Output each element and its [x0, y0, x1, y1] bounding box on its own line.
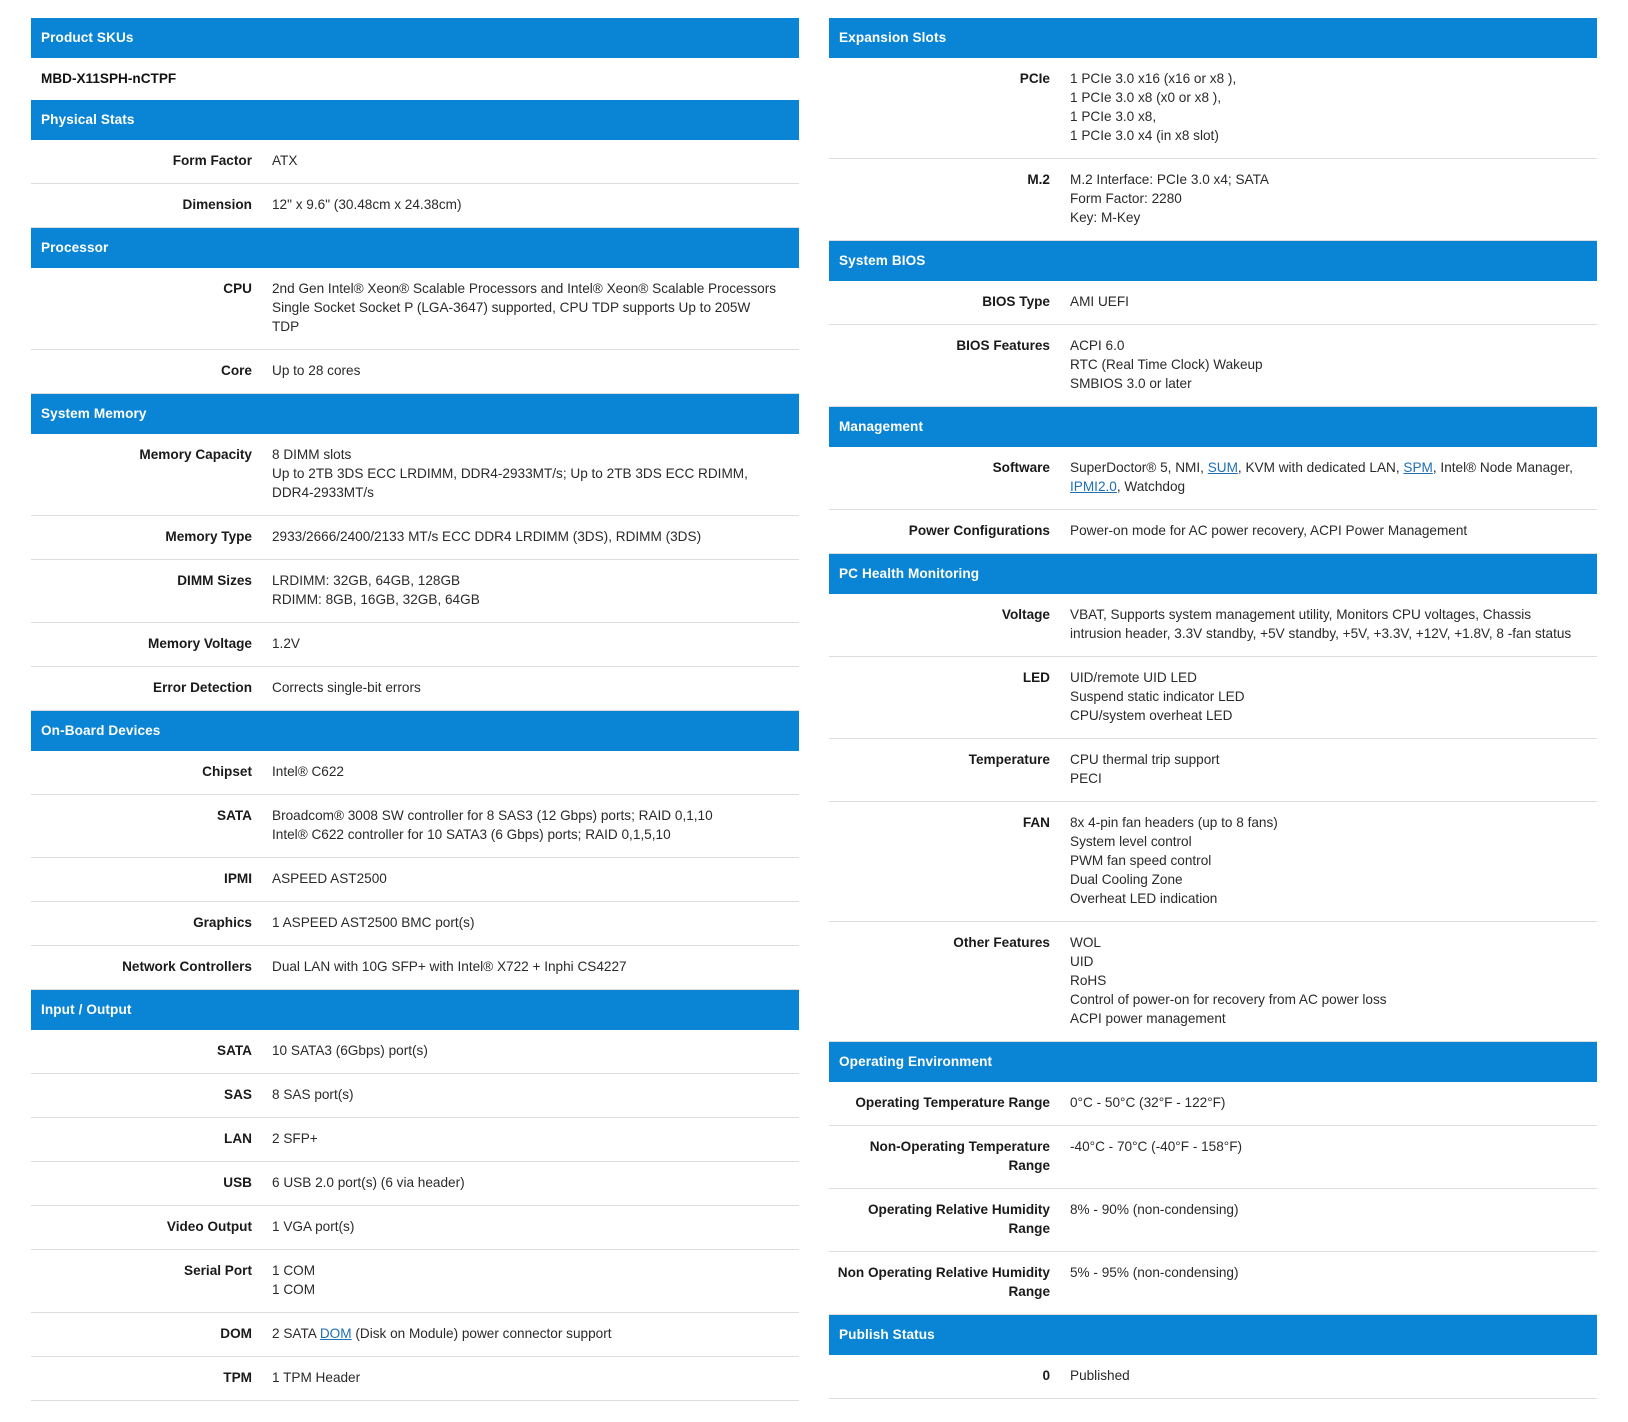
spec-row-non-operating-relative-humidity-range	[829, 1252, 1597, 1315]
spec-row-sas	[31, 1074, 799, 1118]
spec-row-network-controllers	[31, 946, 799, 990]
spec-value-line: M.2 Interface: PCIe 3.0 x4; SATA	[1070, 172, 1269, 187]
spec-row-software	[829, 447, 1597, 510]
spec-value-line	[1070, 458, 1575, 496]
spec-value-line: Control of power-on for recovery from AC power loss	[1070, 992, 1387, 1007]
spec-value-line: 8 DIMM slots	[272, 447, 352, 462]
spec-value-line: System level control	[1070, 834, 1192, 849]
spec-label: Other Features	[953, 935, 1050, 950]
spec-value-line: Published	[1070, 1368, 1130, 1383]
spec-row-memory-type	[31, 516, 799, 560]
spec-label: Voltage	[1001, 607, 1050, 622]
spec-value	[252, 1085, 799, 1104]
spec-value-text: , Watchdog	[1116, 479, 1186, 494]
spec-row-memory-capacity	[31, 434, 799, 516]
spec-value-line: CPU thermal trip support	[1070, 752, 1220, 767]
spec-value-text: , KVM with dedicated LAN,	[1237, 460, 1404, 475]
spec-label: FAN	[1022, 815, 1050, 830]
spec-value	[1050, 170, 1597, 227]
spec-value-line: Dual Cooling Zone	[1070, 872, 1183, 887]
spec-value	[252, 195, 799, 214]
section-header-io: Input / Output	[31, 990, 799, 1030]
spec-row-cpu	[31, 268, 799, 350]
spec-label: IPMI	[224, 871, 252, 886]
spec-value	[1050, 521, 1597, 540]
spec-value	[252, 1324, 799, 1343]
spec-label: Chipset	[202, 764, 252, 779]
spec-value	[1050, 458, 1597, 496]
spec-value-line: WOL	[1070, 935, 1101, 950]
spec-value	[252, 361, 799, 380]
spec-value	[252, 445, 799, 502]
spec-row-dimension	[31, 184, 799, 228]
spec-row-0	[829, 1355, 1597, 1399]
spec-label: TPM	[223, 1370, 252, 1385]
spec-label: 0	[1042, 1368, 1050, 1383]
product-sku: MBD-X11SPH-nCTPF	[41, 71, 177, 86]
spec-label: BIOS Features	[956, 338, 1050, 353]
spec-value-line: Intel® C622	[272, 764, 344, 779]
spec-value	[252, 678, 799, 697]
spec-value-text: SuperDoctor® 5, NMI,	[1070, 460, 1208, 475]
spec-label: SATA	[217, 1043, 252, 1058]
spec-label: LED	[1022, 670, 1050, 685]
spec-label: SATA	[217, 808, 252, 823]
spec-row-temperature	[829, 739, 1597, 802]
spec-value	[252, 1217, 799, 1236]
spec-value-line: ASPEED AST2500	[272, 871, 387, 886]
spec-value-line: RTC (Real Time Clock) Wakeup	[1070, 357, 1263, 372]
spec-value	[252, 1173, 799, 1192]
spec-value-line: AMI UEFI	[1070, 294, 1129, 309]
spec-label: Non-Operating Temperature Range	[869, 1139, 1050, 1173]
spec-value-line: RoHS	[1070, 973, 1107, 988]
spec-label: Software	[992, 460, 1050, 475]
spec-value-line: Corrects single-bit errors	[272, 680, 421, 695]
link-spm[interactable]: SPM	[1403, 460, 1433, 475]
spec-value-line: SMBIOS 3.0 or later	[1070, 376, 1192, 391]
spec-value-line: ACPI power management	[1070, 1011, 1226, 1026]
spec-value-line: Overheat LED indication	[1070, 891, 1218, 906]
spec-row-pcie	[829, 58, 1597, 159]
spec-label: Memory Voltage	[148, 636, 252, 651]
spec-row-voltage	[829, 594, 1597, 657]
spec-row-chipset	[31, 751, 799, 795]
spec-row-led	[829, 657, 1597, 739]
spec-value-line: UID/remote UID LED	[1070, 670, 1197, 685]
spec-label: LAN	[224, 1131, 252, 1146]
link-sum[interactable]: SUM	[1207, 460, 1238, 475]
spec-row-serial-port	[31, 1250, 799, 1313]
spec-value	[1050, 1200, 1597, 1238]
spec-value-line: 1 PCIe 3.0 x16 (x16 or x8 ),	[1070, 71, 1237, 86]
spec-row-bios-features	[829, 325, 1597, 407]
spec-column-left	[31, 18, 799, 1401]
spec-value-line: 1 ASPEED AST2500 BMC port(s)	[272, 915, 475, 930]
link-ipmi2-0[interactable]: IPMI2.0	[1070, 479, 1117, 494]
spec-row-memory-voltage	[31, 623, 799, 667]
spec-label: CPU	[223, 281, 252, 296]
spec-value	[252, 957, 799, 976]
spec-value-line: 12" x 9.6" (30.48cm x 24.38cm)	[272, 197, 462, 212]
spec-label: Temperature	[968, 752, 1050, 767]
spec-value-line: Key: M-Key	[1070, 210, 1141, 225]
spec-value	[1050, 750, 1597, 788]
spec-value-line: LRDIMM: 32GB, 64GB, 128GB	[272, 573, 461, 588]
section-header-management: Management	[829, 407, 1597, 447]
spec-label: Power Configurations	[908, 523, 1050, 538]
spec-value-line: -40°C - 70°C (-40°F - 158°F)	[1070, 1139, 1243, 1154]
spec-value-line: ACPI 6.0	[1070, 338, 1125, 353]
spec-value	[252, 913, 799, 932]
spec-row-dom	[31, 1313, 799, 1357]
spec-value-line: 8 SAS port(s)	[272, 1087, 354, 1102]
spec-value	[252, 762, 799, 781]
spec-value-line: 1 VGA port(s)	[272, 1219, 355, 1234]
spec-value	[252, 527, 799, 546]
spec-row-core	[31, 350, 799, 394]
spec-value-line: PWM fan speed control	[1070, 853, 1212, 868]
spec-row-error-detection	[31, 667, 799, 711]
spec-label: Operating Relative Humidity Range	[867, 1202, 1050, 1236]
spec-label: Non Operating Relative Humidity Range	[837, 1265, 1050, 1299]
spec-value	[252, 1368, 799, 1387]
spec-value-line: 1 COM	[272, 1263, 316, 1278]
spec-value-line: 2nd Gen Intel® Xeon® Scalable Processors and Intel® Xeon® Scalable Processors Single Socket Socket P (LGA-3647) supported, CPU TDP supports Up to 205W TDP	[272, 281, 777, 334]
spec-value-line: Power-on mode for AC power recovery, ACPI Power Management	[1070, 523, 1468, 538]
spec-value-line	[272, 1324, 777, 1343]
spec-value	[1050, 1263, 1597, 1301]
spec-value-line: PECI	[1070, 771, 1102, 786]
section-header-environment: Operating Environment	[829, 1042, 1597, 1082]
spec-value	[252, 634, 799, 653]
spec-value-line: 1 PCIe 3.0 x8,	[1070, 109, 1157, 124]
section-header-physical: Physical Stats	[31, 100, 799, 140]
spec-value	[1050, 813, 1597, 908]
spec-value	[1050, 605, 1597, 643]
spec-value-line: RDIMM: 8GB, 16GB, 32GB, 64GB	[272, 592, 480, 607]
spec-value	[252, 869, 799, 888]
spec-label: Network Controllers	[122, 959, 252, 974]
spec-label: Error Detection	[153, 680, 252, 695]
spec-row-video-output	[31, 1206, 799, 1250]
spec-value-line: 8% - 90% (non-condensing)	[1070, 1202, 1239, 1217]
section-header-skus: Product SKUs	[31, 18, 799, 58]
spec-value	[1050, 69, 1597, 145]
spec-row-graphics	[31, 902, 799, 946]
spec-value-line: Form Factor: 2280	[1070, 191, 1182, 206]
spec-label: DIMM Sizes	[177, 573, 252, 588]
spec-label: BIOS Type	[982, 294, 1050, 309]
spec-value-line: 10 SATA3 (6Gbps) port(s)	[272, 1043, 428, 1058]
spec-value	[1050, 1366, 1597, 1385]
spec-row-lan	[31, 1118, 799, 1162]
spec-value	[252, 1041, 799, 1060]
spec-value	[252, 151, 799, 170]
spec-value-line: 8x 4-pin fan headers (up to 8 fans)	[1070, 815, 1278, 830]
spec-value	[252, 1261, 799, 1299]
spec-value-line: ATX	[272, 153, 298, 168]
spec-value	[252, 806, 799, 844]
spec-label: M.2	[1027, 172, 1050, 187]
spec-row-operating-relative-humidity-range	[829, 1189, 1597, 1252]
section-header-memory: System Memory	[31, 394, 799, 434]
spec-label: Memory Capacity	[139, 447, 252, 462]
spec-label: PCIe	[1019, 71, 1050, 86]
section-header-health: PC Health Monitoring	[829, 554, 1597, 594]
spec-value	[1050, 336, 1597, 393]
link-dom[interactable]: DOM	[319, 1326, 352, 1341]
spec-label: SAS	[224, 1087, 252, 1102]
spec-value-line: CPU/system overheat LED	[1070, 708, 1233, 723]
spec-value-line: 1 COM	[272, 1282, 316, 1297]
spec-value-line: Dual LAN with 10G SFP+ with Intel® X722 + Inphi CS4227	[272, 959, 627, 974]
spec-label: Operating Temperature Range	[855, 1095, 1050, 1110]
spec-row-tpm	[31, 1357, 799, 1401]
spec-row-dimm-sizes	[31, 560, 799, 623]
spec-label: Graphics	[193, 915, 252, 930]
spec-row-bios-type	[829, 281, 1597, 325]
spec-value-line: Up to 28 cores	[272, 363, 361, 378]
spec-label: Memory Type	[165, 529, 252, 544]
spec-value	[1050, 668, 1597, 725]
spec-label: USB	[223, 1175, 252, 1190]
section-header-onboard: On-Board Devices	[31, 711, 799, 751]
section-header-expansion: Expansion Slots	[829, 18, 1597, 58]
spec-value	[1050, 1137, 1597, 1175]
spec-value-line: Suspend static indicator LED	[1070, 689, 1245, 704]
section-header-publish: Publish Status	[829, 1315, 1597, 1355]
spec-label: Dimension	[182, 197, 252, 212]
spec-value-line: 1 PCIe 3.0 x4 (in x8 slot)	[1070, 128, 1219, 143]
spec-column-right	[829, 18, 1597, 1399]
spec-row-non-operating-temperature-range	[829, 1126, 1597, 1189]
spec-label: Serial Port	[184, 1263, 252, 1278]
spec-row-usb	[31, 1162, 799, 1206]
spec-value-line: Up to 2TB 3DS ECC LRDIMM, DDR4-2933MT/s; Up to 2TB 3DS ECC RDIMM, DDR4-2933MT/s	[272, 466, 748, 500]
spec-value	[252, 1129, 799, 1148]
spec-row-fan	[829, 802, 1597, 922]
spec-value	[1050, 292, 1597, 311]
spec-value-line: 1.2V	[272, 636, 300, 651]
spec-value-line: VBAT, Supports system management utility, Monitors CPU voltages, Chassis intrusion header, 3.3V standby, +5V standby, +5V, +3.3V, +12V, +1.8V, 8 -fan status	[1070, 607, 1572, 641]
spec-row-other-features	[829, 922, 1597, 1042]
spec-row-sata	[31, 795, 799, 858]
spec-label: Video Output	[166, 1219, 252, 1234]
spec-row-operating-temperature-range	[829, 1082, 1597, 1126]
spec-value-text: (Disk on Module) power connector support	[351, 1326, 612, 1341]
spec-value-line: Broadcom® 3008 SW controller for 8 SAS3 (12 Gbps) ports; RAID 0,1,10	[272, 808, 713, 823]
spec-row-ipmi	[31, 858, 799, 902]
spec-value-line: 2 SFP+	[272, 1131, 318, 1146]
spec-value	[252, 571, 799, 609]
spec-row-power-configurations	[829, 510, 1597, 554]
spec-value-line: 2933/2666/2400/2133 MT/s ECC DDR4 LRDIMM (3DS), RDIMM (3DS)	[272, 529, 702, 544]
spec-value-line: 6 USB 2.0 port(s) (6 via header)	[272, 1175, 465, 1190]
spec-value-line: Intel® C622 controller for 10 SATA3 (6 Gbps) ports; RAID 0,1,5,10	[272, 827, 671, 842]
spec-row-sata	[31, 1030, 799, 1074]
spec-value-line: 1 PCIe 3.0 x8 (x0 or x8 ),	[1070, 90, 1222, 105]
spec-value-line: 1 TPM Header	[272, 1370, 361, 1385]
spec-value-line: UID	[1070, 954, 1094, 969]
spec-value-line: 5% - 95% (non-condensing)	[1070, 1265, 1239, 1280]
spec-label: Core	[221, 363, 252, 378]
spec-label: Form Factor	[172, 153, 252, 168]
spec-value-text: , Intel® Node Manager,	[1432, 460, 1573, 475]
section-header-bios: System BIOS	[829, 241, 1597, 281]
spec-value-line: 0°C - 50°C (32°F - 122°F)	[1070, 1095, 1226, 1110]
spec-row-form-factor	[31, 140, 799, 184]
spec-row-m-2	[829, 159, 1597, 241]
spec-label: DOM	[220, 1326, 252, 1341]
spec-value	[1050, 1093, 1597, 1112]
section-header-processor: Processor	[31, 228, 799, 268]
spec-value	[252, 279, 799, 336]
spec-value	[1050, 933, 1597, 1028]
spec-value-text: 2 SATA	[272, 1326, 320, 1341]
